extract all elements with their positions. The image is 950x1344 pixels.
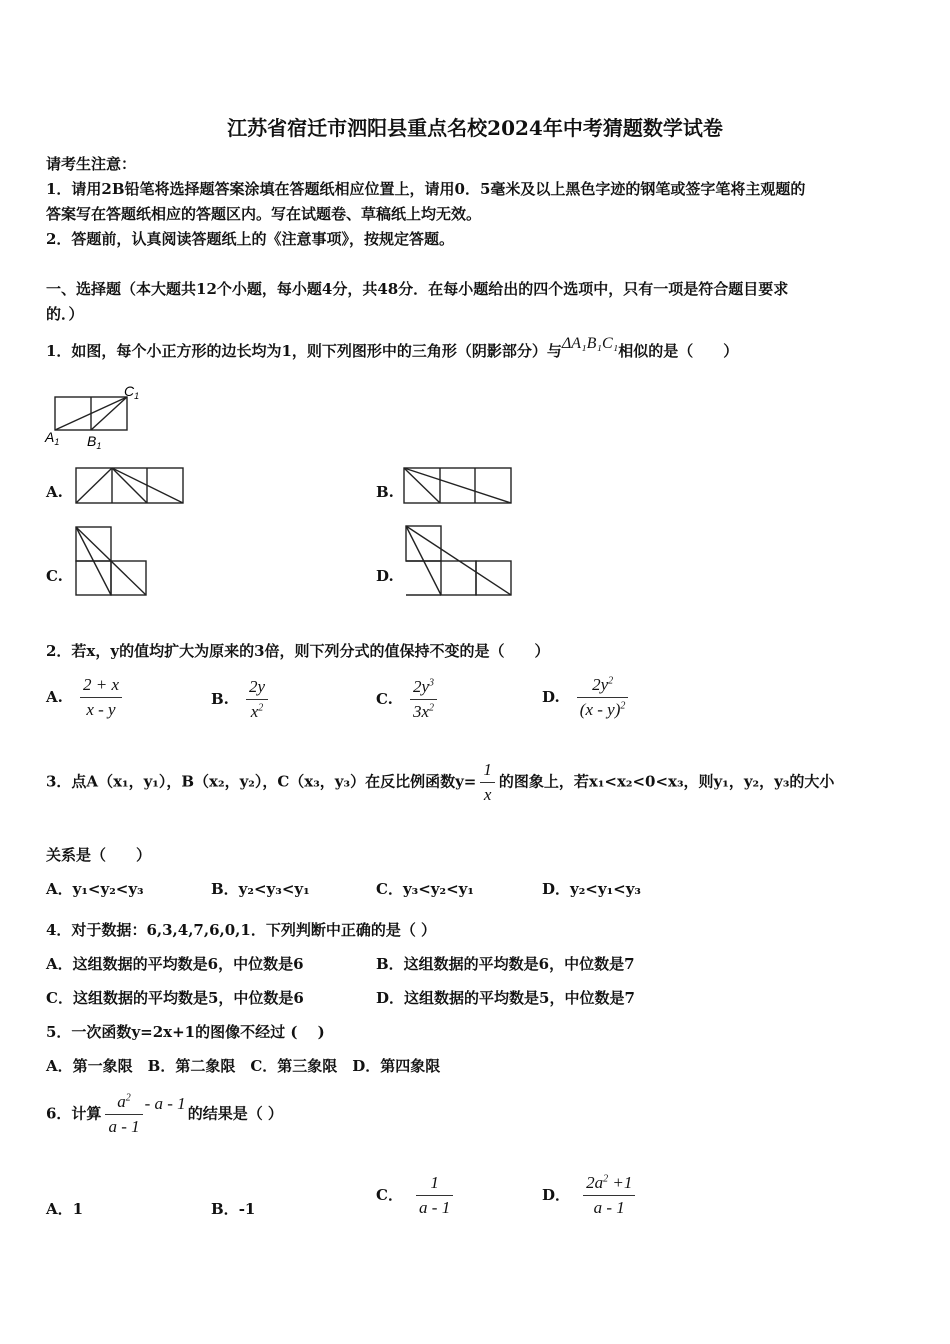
q1-option-b-figure[interactable] bbox=[404, 467, 514, 507]
q2-option-d-fraction: $\frac{2y^2}{(x - y)^2}$ bbox=[577, 675, 629, 720]
q1-stem-part-a: 1．如图，每个小正方形的边长均为1，则下列图形中的三角形（阴影部分）与 bbox=[46, 342, 562, 360]
q3-option-a[interactable]: A．y₁<y₂<y₃ bbox=[46, 880, 144, 898]
section-heading-1: 一、选择题（本大题共12个小题，每小题4分，共48分．在每小题给出的四个选项中，只有一项是符合题目要求 bbox=[46, 280, 789, 298]
q2-option-b-letter: B. bbox=[211, 690, 229, 708]
q6-stem bbox=[46, 1092, 283, 1137]
q2-option-d[interactable] bbox=[542, 675, 628, 720]
q1-triangle-notation: ΔA₁B₁C₁ bbox=[561, 335, 619, 352]
page-title: 江苏省宿迁市泗阳县重点名校2024年中考猜题数学试卷 bbox=[227, 116, 723, 140]
q1-reference-figure bbox=[44, 384, 154, 454]
notice-line-1a: 1．请用2B铅笔将选择题答案涂填在答题纸相应位置上，请用0．5毫米及以上黑色字迹的钢笔或签字笔将主观题的 bbox=[46, 180, 806, 198]
q6-option-b[interactable] bbox=[211, 1198, 255, 1219]
label-c1: $C_1$ bbox=[124, 383, 140, 401]
q1-option-c-figure[interactable] bbox=[74, 526, 150, 598]
q1-stem-part-b: 相似的是（ ） bbox=[618, 342, 739, 360]
q1-option-a-label[interactable]: A. bbox=[46, 483, 63, 501]
q3-stem-continued: 关系是（ ） bbox=[46, 846, 152, 864]
q4-stem: 4．对于数据：6,3,4,7,6,0,1．下列判断中正确的是（ ） bbox=[46, 921, 437, 939]
q4-option-b[interactable]: B．这组数据的平均数是6，中位数是7 bbox=[376, 955, 635, 973]
q3-stem bbox=[46, 760, 834, 805]
q2-option-c-fraction: $\frac{2y^3}{3x^2}$ bbox=[410, 677, 437, 722]
q6-option-a[interactable] bbox=[46, 1198, 83, 1219]
q6-option-c-letter: C． bbox=[376, 1186, 403, 1204]
q6-option-d[interactable] bbox=[542, 1173, 635, 1218]
q1-option-d-label[interactable]: D. bbox=[376, 567, 394, 585]
q1-option-c-label[interactable]: C. bbox=[46, 567, 63, 585]
q2-option-d-letter: D. bbox=[542, 688, 560, 706]
q2-option-a-fraction: $\frac{2 + x}{x - y}$ bbox=[80, 675, 122, 720]
q1-option-b-label[interactable]: B. bbox=[376, 483, 394, 501]
q5-options[interactable]: A．第一象限 B．第二象限 C．第三象限 D．第四象限 bbox=[46, 1057, 441, 1075]
q6-stem-part-a: 6．计算 bbox=[46, 1104, 102, 1123]
q2-option-b[interactable] bbox=[211, 677, 268, 722]
q2-option-b-fraction: $\frac{2y}{x^2}$ bbox=[246, 677, 268, 722]
q3-option-c[interactable]: C．y₃<y₂<y₁ bbox=[376, 880, 474, 898]
q3-option-b[interactable]: B．y₂<y₃<y₁ bbox=[211, 880, 310, 898]
q2-option-c-letter: C. bbox=[376, 690, 393, 708]
q1-option-a-figure[interactable] bbox=[76, 467, 186, 507]
notice-heading: 请考生注意： bbox=[46, 155, 137, 173]
q5-stem: 5．一次函数y=2x+1的图像不经过 ( ) bbox=[46, 1023, 325, 1041]
label-b1: $B_1$ bbox=[87, 433, 102, 451]
q2-stem: 2．若x，y的值均扩大为原来的3倍，则下列分式的值保持不变的是（ ） bbox=[46, 642, 550, 660]
q4-option-c[interactable]: C．这组数据的平均数是5，中位数是6 bbox=[46, 989, 304, 1007]
q2-option-a[interactable] bbox=[46, 675, 122, 720]
q3-stem-part-b: 的图象上，若x₁<x₂<0<x₃，则y₁，y₂，y₃的大小 bbox=[498, 772, 835, 791]
q6-option-d-letter: D． bbox=[542, 1186, 571, 1204]
q6-fraction: $\frac{a^2}{a - 1}$ bbox=[105, 1092, 142, 1137]
q6-tail-expression: - a - 1 bbox=[144, 1093, 186, 1113]
q6-option-c[interactable] bbox=[376, 1173, 453, 1218]
q4-option-a[interactable]: A．这组数据的平均数是6，中位数是6 bbox=[46, 955, 304, 973]
q6-stem-part-b: 的结果是（ ） bbox=[187, 1104, 283, 1123]
q4-option-d[interactable]: D．这组数据的平均数是5，中位数是7 bbox=[376, 989, 635, 1007]
q6-option-b-value: -1 bbox=[238, 1200, 256, 1218]
q3-stem-part-a: 3．点A（x₁，y₁），B（x₂，y₂），C（x₃，y₃）在反比例函数y= bbox=[46, 772, 477, 791]
notice-line-1b: 答案写在答题纸相应的答题区内。写在试题卷、草稿纸上均无效。 bbox=[46, 205, 482, 223]
q1-option-d-figure[interactable] bbox=[404, 524, 516, 598]
q6-option-b-letter: B． bbox=[211, 1200, 239, 1218]
q1-stem bbox=[46, 335, 739, 361]
q3-option-d[interactable]: D．y₂<y₁<y₃ bbox=[542, 880, 642, 898]
q2-option-a-letter: A. bbox=[46, 688, 63, 706]
notice-line-2: 2．答题前，认真阅读答题纸上的《注意事项》，按规定答题。 bbox=[46, 230, 454, 248]
section-heading-2: 的．） bbox=[46, 305, 84, 323]
q3-fraction: $\frac{1}{x}$ bbox=[480, 760, 495, 805]
q6-option-c-fraction: $\frac{1}{a - 1}$ bbox=[416, 1173, 453, 1218]
q6-option-a-letter: A． bbox=[46, 1200, 73, 1218]
label-a1: $A_1$ bbox=[45, 429, 60, 447]
q2-option-c[interactable] bbox=[376, 677, 437, 722]
q6-option-d-fraction: $\frac{2a^2 +1}{a - 1}$ bbox=[583, 1173, 635, 1218]
q6-option-a-value: 1 bbox=[72, 1200, 84, 1218]
